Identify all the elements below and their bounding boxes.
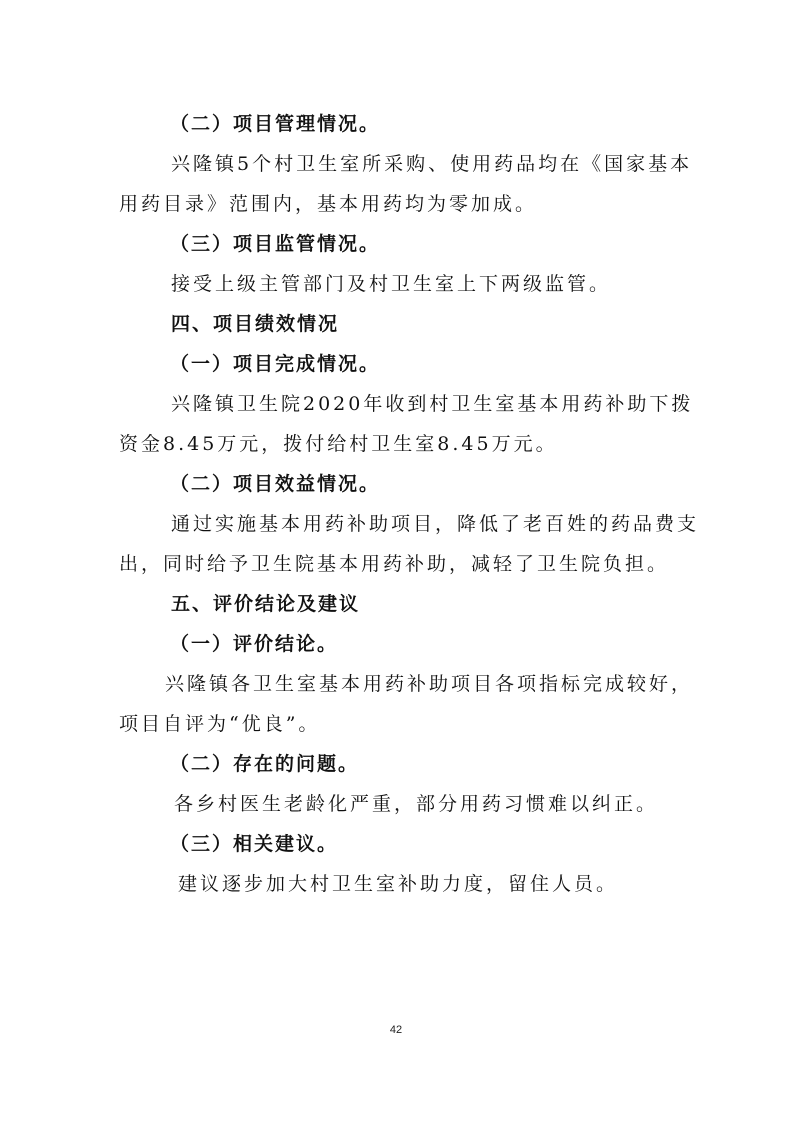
- paragraph-line: 兴隆镇卫生院2020年收到村卫生室基本用药补助下拨: [171, 393, 694, 415]
- paragraph-line: 项目自评为“优良”。: [119, 713, 321, 735]
- paragraph-line: 资金8.45万元，拨付给村卫生室8.45万元。: [119, 433, 558, 455]
- paragraph-line: 建议逐步加大村卫生室补助力度，留住人员。: [178, 873, 619, 895]
- paragraph-line: 兴隆镇各卫生室基本用药补助项目各项指标完成较好，: [165, 673, 694, 695]
- page-number: 42: [389, 1024, 403, 1036]
- section-heading: 四、项目绩效情况: [171, 313, 340, 335]
- paragraph-line: 兴隆镇5个村卫生室所采购、使用药品均在《国家基本: [171, 153, 693, 175]
- section-heading: 五、评价结论及建议: [171, 593, 361, 615]
- paragraph-line: 通过实施基本用药补助项目，降低了老百姓的药品费支: [171, 513, 700, 535]
- paragraph-line: 用药目录》范围内，基本用药均为零加成。: [119, 193, 538, 215]
- section-heading: （三）相关建议。: [170, 833, 339, 855]
- section-heading: （二）项目管理情况。: [170, 113, 381, 135]
- section-heading: （一）项目完成情况。: [170, 353, 381, 375]
- section-heading: （三）项目监管情况。: [170, 233, 381, 255]
- paragraph-line: 接受上级主管部门及村卫生室上下两级监管。: [171, 273, 612, 295]
- paragraph-line: 出，同时给予卫生院基本用药补助，减轻了卫生院负担。: [119, 553, 670, 575]
- section-heading: （二）项目效益情况。: [170, 473, 381, 495]
- paragraph-line: 各乡村医生老龄化严重，部分用药习惯难以纠正。: [174, 793, 659, 815]
- section-heading: （一）评价结论。: [170, 633, 339, 655]
- section-heading: （二）存在的问题。: [170, 753, 360, 775]
